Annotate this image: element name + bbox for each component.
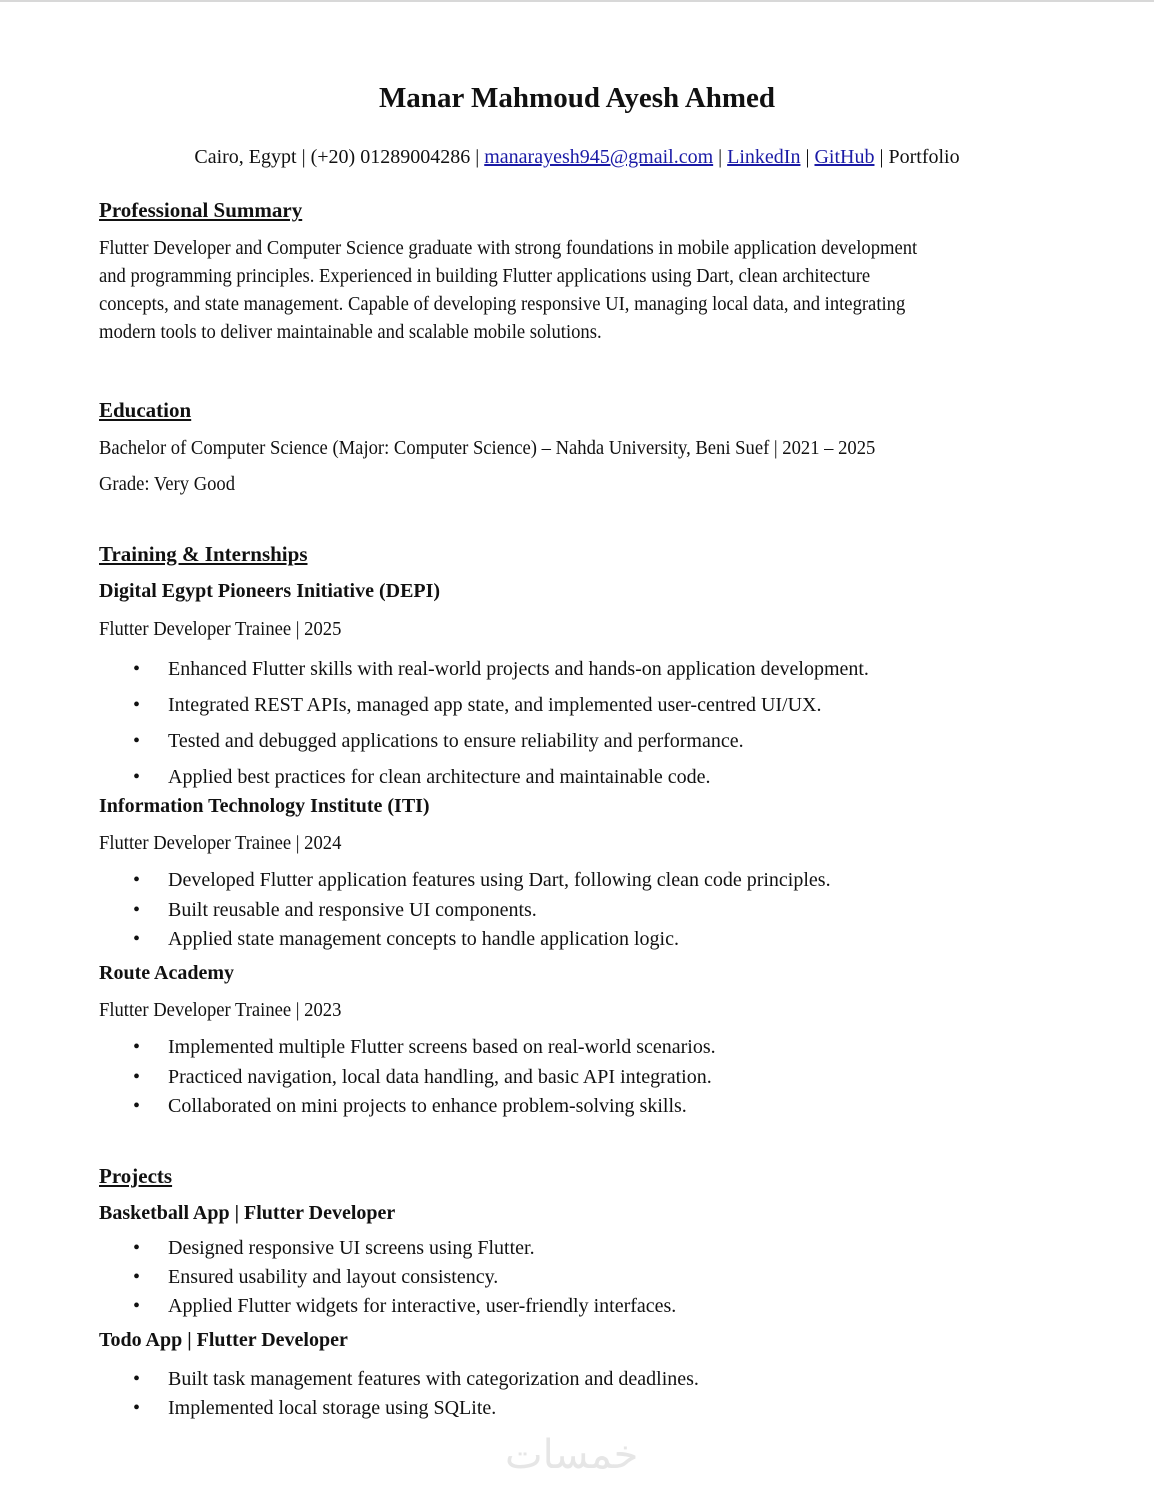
training-role: Flutter Developer Trainee | 2025: [99, 618, 342, 640]
training-bullets: [99, 866, 831, 955]
project-bullets: [99, 1365, 699, 1423]
linkedin-link[interactable]: LinkedIn: [727, 146, 801, 168]
training-org: Information Technology Institute (ITI): [99, 795, 430, 817]
project-title: Basketball App | Flutter Developer: [99, 1202, 396, 1224]
portfolio-text: Portfolio: [888, 146, 960, 168]
bullet-item: • Implemented local storage using SQLite.: [168, 1394, 699, 1423]
bullet-item: • Integrated REST APIs, managed app state, and implemented user-centred UI/UX.: [168, 687, 869, 723]
watermark-logo: خمسات: [505, 1432, 639, 1478]
education-degree: Bachelor of Computer Science (Major: Computer Science) – Nahda University, Beni Suef | 2021 – 2025: [99, 437, 876, 459]
location: Cairo, Egypt: [194, 146, 297, 168]
summary-line: modern tools to deliver maintainable and scalable mobile solutions.: [99, 321, 602, 343]
education-heading: Education: [99, 398, 192, 422]
training-org: Route Academy: [99, 962, 234, 984]
training-heading: Training & Internships: [99, 542, 308, 566]
training-org: Digital Egypt Pioneers Initiative (DEPI): [99, 580, 441, 602]
summary-heading: Professional Summary: [99, 198, 303, 222]
bullet-item: • Applied Flutter widgets for interactive, user-friendly interfaces.: [168, 1292, 676, 1321]
contact-line: Cairo, Egypt | (+20) 01289004286 | manarayesh945@gmail.com | LinkedIn | GitHub | Portfolio: [194, 146, 960, 168]
top-border: [0, 0, 1154, 2]
bullet-item: • Collaborated on mini projects to enhance problem-solving skills.: [168, 1092, 716, 1122]
bullet-item: • Practiced navigation, local data handling, and basic API integration.: [168, 1063, 716, 1093]
resume-name: Manar Mahmoud Ayesh Ahmed: [378, 82, 776, 114]
bullet-item: • Tested and debugged applications to ensure reliability and performance.: [168, 723, 869, 759]
project-bullets: [99, 1234, 676, 1321]
bullet-item: • Enhanced Flutter skills with real-world projects and hands-on application development.: [168, 651, 869, 687]
education-grade: Grade: Very Good: [99, 473, 236, 495]
bullet-item: • Implemented multiple Flutter screens based on real-world scenarios.: [168, 1033, 716, 1063]
bullet-item: • Built task management features with categorization and deadlines.: [168, 1365, 699, 1394]
email-link[interactable]: manarayesh945@gmail.com: [484, 146, 714, 168]
bullet-item: • Ensured usability and layout consistency.: [168, 1263, 676, 1292]
phone: (+20) 01289004286: [310, 146, 471, 168]
training-role: Flutter Developer Trainee | 2024: [99, 832, 342, 854]
summary-line: Flutter Developer and Computer Science graduate with strong foundations in mobile application development: [99, 237, 918, 259]
summary-line: and programming principles. Experienced in building Flutter applications using Dart, clean architecture: [99, 265, 871, 287]
bullet-item: • Applied best practices for clean architecture and maintainable code.: [168, 759, 869, 795]
training-bullets: [99, 651, 869, 795]
bullet-item: • Designed responsive UI screens using Flutter.: [168, 1234, 676, 1263]
project-title: Todo App | Flutter Developer: [99, 1329, 348, 1351]
github-link[interactable]: GitHub: [814, 146, 875, 168]
bullet-item: • Applied state management concepts to handle application logic.: [168, 925, 831, 955]
projects-heading: Projects: [99, 1164, 173, 1188]
bullet-item: • Built reusable and responsive UI components.: [168, 896, 831, 926]
summary-line: concepts, and state management. Capable of developing responsive UI, managing local data, and integrating: [99, 293, 906, 315]
training-bullets: [99, 1033, 716, 1122]
bullet-item: • Developed Flutter application features using Dart, following clean code principles.: [168, 866, 831, 896]
training-role: Flutter Developer Trainee | 2023: [99, 999, 342, 1021]
